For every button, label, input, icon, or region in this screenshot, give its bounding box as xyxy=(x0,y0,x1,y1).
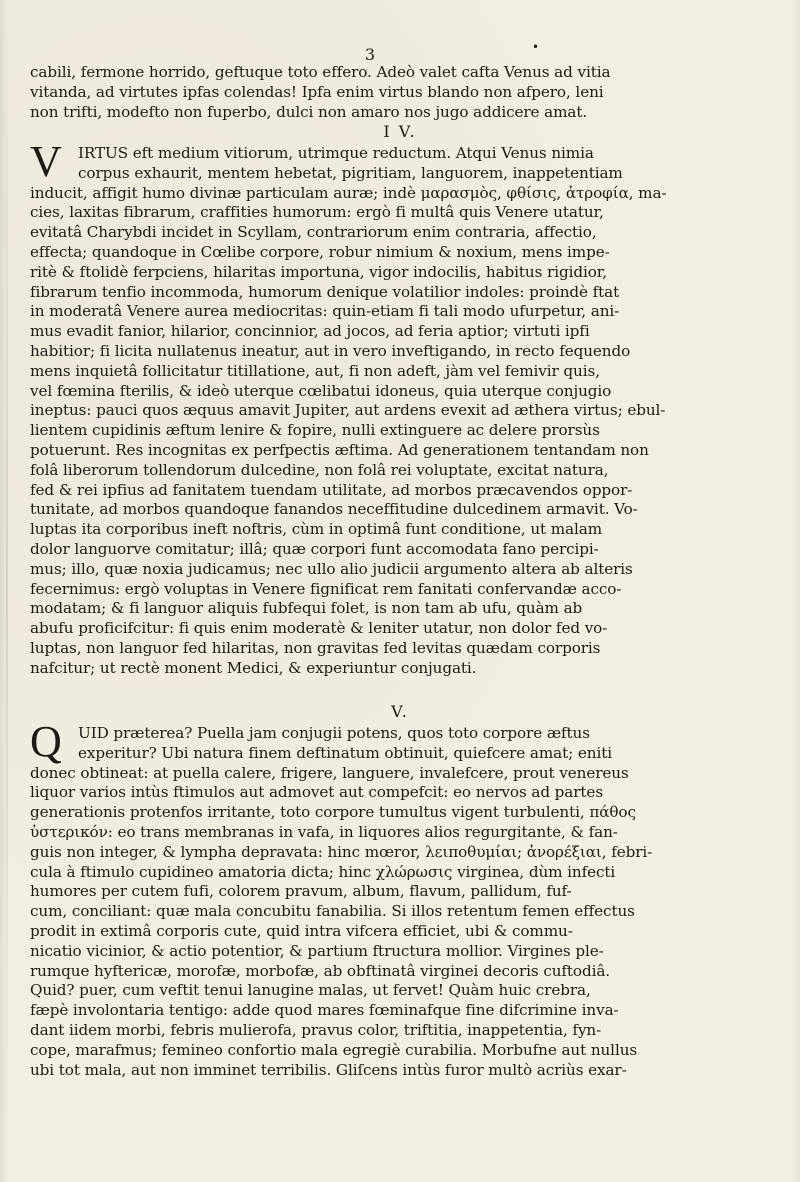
text-line: fibrarum tenfio incommoda, humorum denique volatilior indoles: proindè ftat xyxy=(30,282,620,301)
text-line: non trifti, modefto non fuperbo, dulci non amaro nos jugo addicere amat. xyxy=(30,102,588,121)
text-line: mus; illo, quæ noxia judicamus; nec ullo alio judicii argumento altera ab alteris xyxy=(30,559,633,578)
text-line: cope, marafmus; femineo confortio mala egregiè curabilia. Morbufne aut nullus xyxy=(30,1040,638,1059)
text-line: prodit in extimâ corporis cute, quid intra vifcera efficiet, ubi & commu- xyxy=(30,921,573,940)
text-line: IRTUS eft medium vitiorum, utrimque reductum. Atqui Venus nimia xyxy=(78,144,594,162)
text-line: in moderatâ Venere aurea mediocritas: quin-etiam fi tali modo ufurpetur, ani- xyxy=(30,302,620,321)
text-line: guis non integer, & lympha depravata: hinc mœror, λειποθυμίαι; ἀνορέξιαι, febri- xyxy=(30,842,653,861)
text-line: ineptus: pauci quos æquus amavit Jupiter, aut ardens evexit ad æthera virtus; ebul- xyxy=(30,401,666,420)
continuation-paragraph xyxy=(30,63,775,122)
section-heading-iv: I V. xyxy=(383,122,417,141)
text-line: rumque hyftericæ, morofæ, morbofæ, ab obftinatâ virginei decoris cuftodiâ. xyxy=(30,961,611,980)
printer-ornament: • xyxy=(532,40,540,54)
text-line: habitior; fi licita nullatenus ineatur, aut in vero inveftigando, in recto fequendo xyxy=(30,341,631,360)
section-v-paragraph xyxy=(30,717,775,1080)
text-line: generationis protenfos irritante, toto corpore tumultus vigent turbulenti, πάθος xyxy=(30,803,636,822)
text-line: Quid? puer, cum veftit tenui lanugine malas, ut fervet! Quàm huic crebra, xyxy=(30,981,591,1000)
text-line: UID præterea? Puella jam conjugii potens, quos toto corpore æftus xyxy=(78,724,590,742)
text-line: donec obtineat: at puella calere, frigere, languere, invalefcere, prout venereus xyxy=(30,763,629,782)
drop-cap-v: V xyxy=(30,137,62,186)
text-line: cula à ftimulo cupidineo amatoria dicta; hinc χλώρωσις virginea, dùm infecti xyxy=(30,862,616,881)
page-gutter-shadow xyxy=(6,0,8,1182)
text-line: dant iidem morbi, febris mulierofa, pravus color, triftitia, inappetentia, fyn- xyxy=(30,1020,602,1039)
text-line: humores per cutem fufi, colorem pravum, album, flavum, pallidum, fuf- xyxy=(30,882,572,901)
text-line: fæpè involontaria tentigo: adde quod mares fœminafque fine difcrimine inva- xyxy=(30,1001,619,1020)
text-line: mus evadit fanior, hilarior, concinnior, ad jocos, ad feria aptior; virtuti ipfi xyxy=(30,322,590,341)
text-line: cabili, fermone horrido, geftuque toto effero. Adeò valet cafta Venus ad vitia xyxy=(30,63,611,81)
text-line: tunitate, ad morbos quandoque fanandos neceffitudine dulcedinem armavit. Vo- xyxy=(30,500,638,519)
drop-cap-q: Q xyxy=(30,717,62,766)
text-line: evitatâ Charybdi incidet in Scyllam, contrariorum enim contraria, affectio, xyxy=(30,223,597,242)
text-line: experitur? Ubi natura finem deftinatum obtinuit, quiefcere amat; eniti xyxy=(78,743,612,762)
text-line: ὑστερικόν: eo trans membranas in vafa, in liquores alios regurgitante, & fan- xyxy=(30,822,618,841)
text-line: corpus exhaurit, mentem hebetat, pigritiam, languorem, inappetentiam xyxy=(78,163,623,182)
text-line: folâ liberorum tollendorum dulcedine, non folâ rei voluptate, excitat natura, xyxy=(30,460,609,479)
text-line: liquor varios intùs ftimulos aut admovet aut compefcit: eo nervos ad partes xyxy=(30,783,604,802)
text-line: cies, laxitas fibrarum, craffities humorum: ergò fi multâ quis Venere utatur, xyxy=(30,203,604,222)
text-line: vel fœmina fterilis, & ideò uterque cœlibatui idoneus, quia uterque conjugio xyxy=(30,381,612,400)
text-line: luptas ita corporibus ineft noftris, cùm in optimâ funt conditione, ut malam xyxy=(30,520,603,539)
text-line: effecta; quandoque in Cœlibe corpore, robur nimium & noxium, mens impe- xyxy=(30,242,610,261)
text-line: fed & rei ipfius ad fanitatem tuendam utilitate, ad morbos præcavendos oppor- xyxy=(30,480,633,499)
text-line: ritè & ftolidè ferpciens, hilaritas importuna, vigor indocilis, habitus rigidior, xyxy=(30,262,607,281)
text-line: ubi tot mala, aut non imminet terribilis. Gliſcens intùs furor multò acriùs exar- xyxy=(30,1060,627,1079)
text-line: luptas, non languor fed hilaritas, non gravitas fed levitas quædam corporis xyxy=(30,638,601,657)
page-number: 3 xyxy=(364,45,376,64)
text-line: nicatio vicinior, & actio potentior, & partium ftructura mollior. Virgines ple- xyxy=(30,941,604,960)
text-line: dolor languorve comitatur; illâ; quæ corpori funt accomodata fano percipi- xyxy=(30,539,599,558)
section-heading-v: V. xyxy=(391,702,409,721)
text-line: modatam; & fi languor aliquis fubfequi folet, is non tam ab ufu, quàm ab xyxy=(30,599,583,618)
text-line: mens inquietâ follicitatur titillatione, aut, fi non adeft, jàm vel femivir quis, xyxy=(30,361,600,380)
text-line: cum, conciliant: quæ mala concubitu fanabilia. Si illos retentum femen effectus xyxy=(30,902,635,921)
text-line: vitanda, ad virtutes ipfas colendas! Ipfa enim virtus blando non afpero, leni xyxy=(30,82,604,101)
text-line: abufu proficifcitur: fi quis enim moderatè & leniter utatur, non dolor fed vo- xyxy=(30,619,608,638)
text-line: fecernimus: ergò voluptas in Venere fignificat rem fanitati confervandæ acco- xyxy=(30,579,622,598)
text-line: lientem cupidinis æftum lenire & fopire, nulli extinguere ac delere prorsùs xyxy=(30,421,600,440)
text-line: potuerunt. Res incognitas ex perfpectis æftima. Ad generationem tentandam non xyxy=(30,440,649,459)
text-line: inducit, affigit humo divinæ particulam auræ; indè μαρασμὸς, φθίσις, ἀτροφία, ma- xyxy=(30,183,667,202)
section-iv-paragraph xyxy=(30,137,775,679)
text-line: nafcitur; ut rectè monent Medici, & experiuntur conjugati. xyxy=(30,658,477,677)
